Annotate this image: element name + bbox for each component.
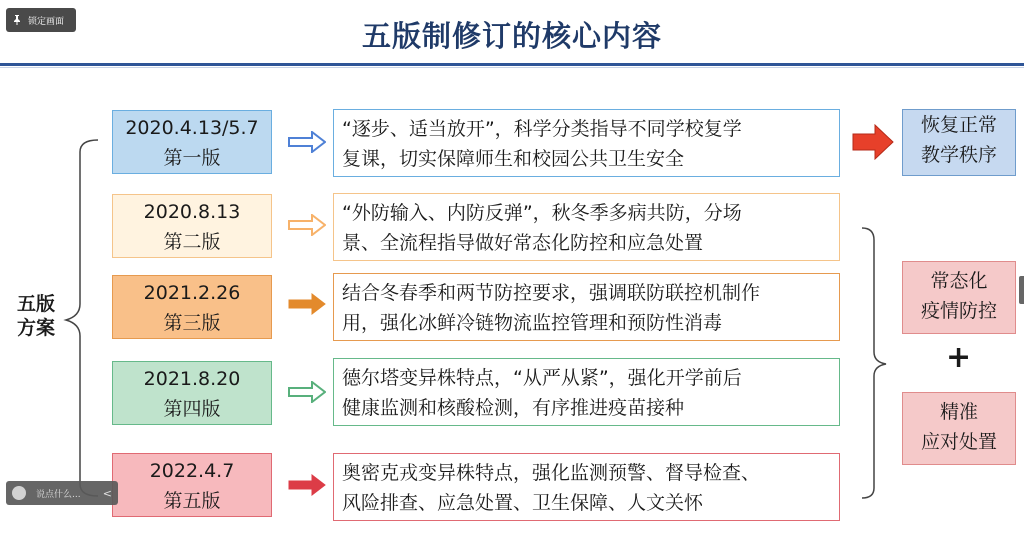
- version-name: 第一版: [163, 147, 221, 169]
- result-box-routine-prevention: [902, 261, 1016, 334]
- result-box-precise-response: [902, 392, 1016, 465]
- version-name: 第二版: [163, 231, 221, 253]
- description-line: 德尔塔变异株特点，“从严从紧”，强化开学前后: [342, 367, 742, 389]
- description-line: 景、全流程指导做好常态化防控和应急处置: [342, 232, 704, 254]
- description-line: 健康监测和核酸检测，有序推进疫苗接种: [342, 397, 685, 419]
- version-date: 2020.8.13: [143, 201, 241, 223]
- description-line: 风险排查、应急处置、卫生保障、人文关怀: [342, 492, 704, 514]
- version-description-5: [333, 453, 840, 521]
- arrow-icon: [288, 131, 326, 153]
- side-label-line1: 五版: [16, 293, 55, 315]
- version-date: 2020.4.13/5.7: [125, 117, 259, 139]
- version-date: 2021.2.26: [143, 282, 241, 304]
- description-line: 奥密克戎变异株特点，强化监测预警、督导检查、: [342, 462, 761, 484]
- version-box-3: [112, 275, 272, 339]
- version-description-2: [333, 193, 840, 261]
- result-line: 教学秩序: [920, 144, 997, 166]
- description-line: “逐步、适当放开”，科学分类指导不同学校复学: [342, 118, 742, 140]
- title-divider: [0, 63, 1024, 66]
- smiley-icon[interactable]: [12, 486, 26, 500]
- version-description-1: [333, 109, 840, 177]
- side-label-line2: 方案: [16, 317, 55, 339]
- description-line: 结合冬春季和两节防控要求，强调联防联控机制作: [342, 282, 761, 304]
- arrow-icon: [288, 381, 326, 403]
- version-box-1: [112, 110, 272, 174]
- result-line: 应对处置: [920, 431, 997, 453]
- side-label: [14, 292, 58, 340]
- result-arrow-icon: [852, 124, 894, 160]
- description-line: “外防输入、内防反弹”，秋冬季多病共防，分场: [342, 202, 742, 224]
- result-line: 常态化: [930, 270, 988, 292]
- plus-sign: +: [946, 340, 972, 375]
- arrow-icon: [288, 293, 326, 315]
- description-line: 用，强化冰鲜冷链物流监控管理和预防性消毒: [342, 312, 723, 334]
- version-box-2: [112, 194, 272, 258]
- version-description-3: [333, 273, 840, 341]
- comment-input[interactable]: [6, 481, 118, 505]
- version-description-4: [333, 358, 840, 426]
- side-panel-handle[interactable]: [1019, 276, 1024, 304]
- version-name: 第五版: [163, 490, 221, 512]
- arrow-icon: [288, 474, 326, 496]
- title-divider-thin: [0, 67, 1024, 68]
- result-box-normal-teaching: [902, 109, 1016, 176]
- result-line: 恢复正常: [920, 114, 997, 136]
- slide-title: 五版制修订的核心内容: [361, 19, 662, 53]
- version-box-4: [112, 361, 272, 425]
- comment-placeholder: 说点什么...: [36, 489, 81, 500]
- result-line: 疫情防控: [920, 300, 997, 322]
- description-line: 复课，切实保障师生和校园公共卫生安全: [342, 148, 685, 170]
- lock-screen-label: 锁定画面: [28, 16, 65, 27]
- version-box-5: [112, 453, 272, 517]
- version-date: 2022.4.7: [149, 460, 235, 482]
- arrow-icon: [288, 214, 326, 236]
- version-name: 第三版: [163, 312, 221, 334]
- version-name: 第四版: [163, 398, 221, 420]
- version-date: 2021.8.20: [143, 368, 241, 390]
- result-line: 精准: [939, 401, 978, 423]
- chevron-left-icon[interactable]: <: [102, 486, 112, 500]
